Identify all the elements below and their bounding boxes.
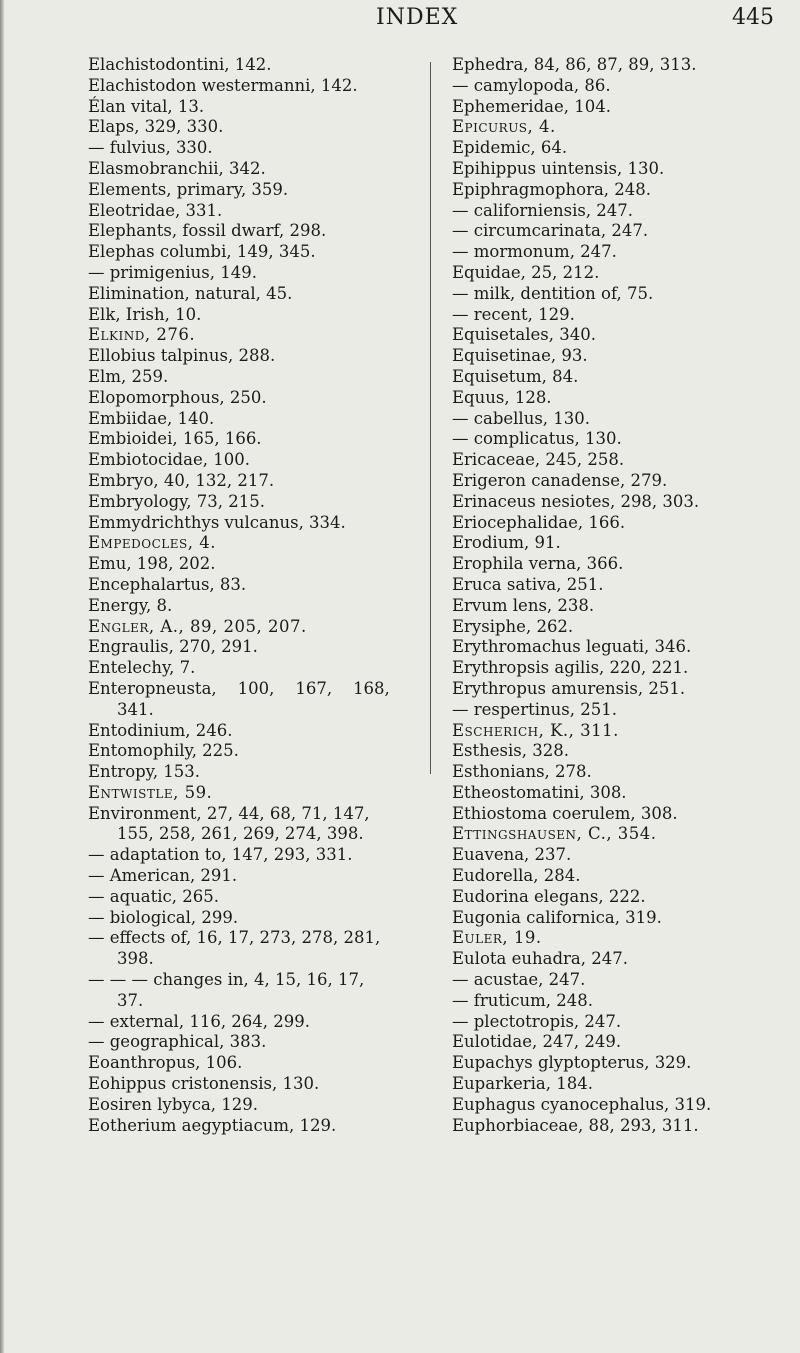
index-column-left [88,55,423,1136]
index-entry: Elkind, 276. [88,325,196,345]
index-entry: Elimination, natural, 45. [88,283,293,303]
index-entry: Ethiostoma coerulem, 308. [452,803,678,823]
index-entry: Erigeron canadense, 279. [452,470,668,490]
index-entry: Esthonians, 278. [452,762,592,782]
index-entry: — fruticum, 248. [452,990,594,1010]
index-entry: Elopomorphous, 250. [88,387,267,407]
index-entry: Erysiphe, 262. [452,616,574,636]
index-entry: Ellobius talpinus, 288. [88,346,276,366]
index-entry: Eriocephalidae, 166. [452,512,626,532]
index-entry: 398. [117,949,154,969]
index-entry: Euavena, 237. [452,845,572,865]
index-entry: Emmydrichthys vulcanus, 334. [88,512,346,532]
index-entry: Elm, 259. [88,366,169,386]
index-entry: Elasmobranchii, 342. [88,158,266,178]
index-entry: Eulota euhadra, 247. [452,949,628,969]
index-entry: Energy, 8. [88,595,173,615]
index-entry: Embryology, 73, 215. [88,491,266,511]
page-title: INDEX [376,5,459,30]
index-entry: Erythromachus leguati, 346. [452,637,692,657]
index-entry: Engler, A., 89, 205, 207. [88,616,307,636]
index-entry: Equidae, 25, 212. [452,262,600,282]
index-entry: Erodium, 91. [452,533,561,553]
index-entry: Entodinium, 246. [88,720,233,740]
index-entry: Equisetum, 84. [452,366,579,386]
page-binding-edge [0,0,4,1353]
index-entry: — californiensis, 247. [452,200,634,220]
index-entry: Élan vital, 13. [88,96,205,116]
index-entry: Euler, 19. [452,928,542,948]
index-entry: — — — changes in, 4, 15, 16, 17, [88,970,365,990]
index-entry: Empedocles, 4. [88,533,216,553]
index-entry: Erinaceus nesiotes, 298, 303. [452,491,700,511]
index-entry: Erythropsis agilis, 220, 221. [452,658,689,678]
index-entry: — respertinus, 251. [452,699,617,719]
index-entry: 341. [117,699,154,719]
index-entry: Eupachys glyptopterus, 329. [452,1053,692,1073]
index-entry: — biological, 299. [88,907,239,927]
index-entry: Equus, 128. [452,387,552,407]
index-entry: Elaps, 329, 330. [88,117,224,137]
index-entry: Euphorbiaceae, 88, 293, 311. [452,1115,699,1135]
index-entry: — complicatus, 130. [452,429,622,449]
index-entry: Elephas columbi, 149, 345. [88,242,316,262]
index-entry: Embryo, 40, 132, 217. [88,470,275,490]
index-entry: 155, 258, 261, 269, 274, 398. [117,824,364,844]
index-entry: Entelechy, 7. [88,658,196,678]
index-entry: Emu, 198, 202. [88,554,216,574]
index-entry: Epidemic, 64. [452,138,568,158]
index-entry: Epihippus uintensis, 130. [452,158,665,178]
page-number: 445 [732,5,774,30]
index-entry: Etheostomatini, 308. [452,782,627,802]
index-entry: — mormonum, 247. [452,242,617,262]
index-entry: Eudorina elegans, 222. [452,886,646,906]
column-divider [430,62,431,774]
index-entry: Entwistle, 59. [88,782,213,802]
index-entry: Erythropus amurensis, 251. [452,678,686,698]
index-entry: — adaptation to, 147, 293, 331. [88,845,353,865]
index-entry: Esthesis, 328. [452,741,569,761]
index-entry: — American, 291. [88,866,238,886]
index-entry: Eleotridae, 331. [88,200,223,220]
index-entry: Eruca sativa, 251. [452,574,604,594]
index-entry: Eugonia californica, 319. [452,907,662,927]
index-entry: Environment, 27, 44, 68, 71, 147, [88,803,370,823]
index-entry: — geographical, 383. [88,1032,267,1052]
index-entry: Entropy, 153. [88,762,201,782]
index-entry: Embiotocidae, 100. [88,450,250,470]
index-entry: — aquatic, 265. [88,886,219,906]
index-entry: Encephalartus, 83. [88,574,247,594]
index-entry: Eudorella, 284. [452,866,581,886]
index-entry: Elk, Irish, 10. [88,304,202,324]
index-entry: Eulotidae, 247, 249. [452,1032,622,1052]
index-entry: 37. [117,990,144,1010]
index-entry: — effects of, 16, 17, 273, 278, 281, [88,928,381,948]
page-header [0,5,800,35]
index-entry: Ericaceae, 245, 258. [452,450,625,470]
index-entry: Ephemeridae, 104. [452,96,611,116]
index-entry: — fulvius, 330. [88,138,213,158]
index-entry: — camylopoda, 86. [452,75,611,95]
index-entry: — plectotropis, 247. [452,1011,622,1031]
index-entry: — acustae, 247. [452,970,586,990]
index-entry: Elachistodon westermanni, 142. [88,75,358,95]
index-entry: Eoanthropus, 106. [88,1053,243,1073]
index-entry: — primigenius, 149. [88,262,257,282]
index-entry: Equisetinae, 93. [452,346,588,366]
index-entry: Eosiren lybyca, 129. [88,1094,259,1114]
index-entry: Elements, primary, 359. [88,179,289,199]
index-entry: Escherich, K., 311. [452,720,619,740]
index-entry: — recent, 129. [452,304,575,324]
index-entry: Ettingshausen, C., 354. [452,824,657,844]
index-entry: Elephants, fossil dwarf, 298. [88,221,327,241]
index-entry: — milk, dentition of, 75. [452,283,654,303]
index-entry: Epiphragmophora, 248. [452,179,652,199]
index-entry: — cabellus, 130. [452,408,591,428]
index-entry: Ervum lens, 238. [452,595,595,615]
index-entry: Entomophily, 225. [88,741,239,761]
index-entry: — external, 116, 264, 299. [88,1011,311,1031]
index-entry: Engraulis, 270, 291. [88,637,258,657]
index-entry: Eotherium aegyptiacum, 129. [88,1115,337,1135]
index-entry: Euphagus cyanocephalus, 319. [452,1094,712,1114]
index-entry: Euparkeria, 184. [452,1074,593,1094]
index-entry: — circumcarinata, 247. [452,221,649,241]
index-entry: Embiidae, 140. [88,408,215,428]
index-entry: Elachistodontini, 142. [88,55,272,74]
index-entry: Ephedra, 84, 86, 87, 89, 313. [452,55,697,74]
index-entry: Embioidei, 165, 166. [88,429,262,449]
index-column-right [452,55,782,1136]
index-entry: Eohippus cristonensis, 130. [88,1074,320,1094]
index-entry: Erophila verna, 366. [452,554,624,574]
index-entry: Equisetales, 340. [452,325,596,345]
index-entry: Enteropneusta, 100, 167, 168, [88,678,390,698]
index-entry: Epicurus, 4. [452,117,556,137]
